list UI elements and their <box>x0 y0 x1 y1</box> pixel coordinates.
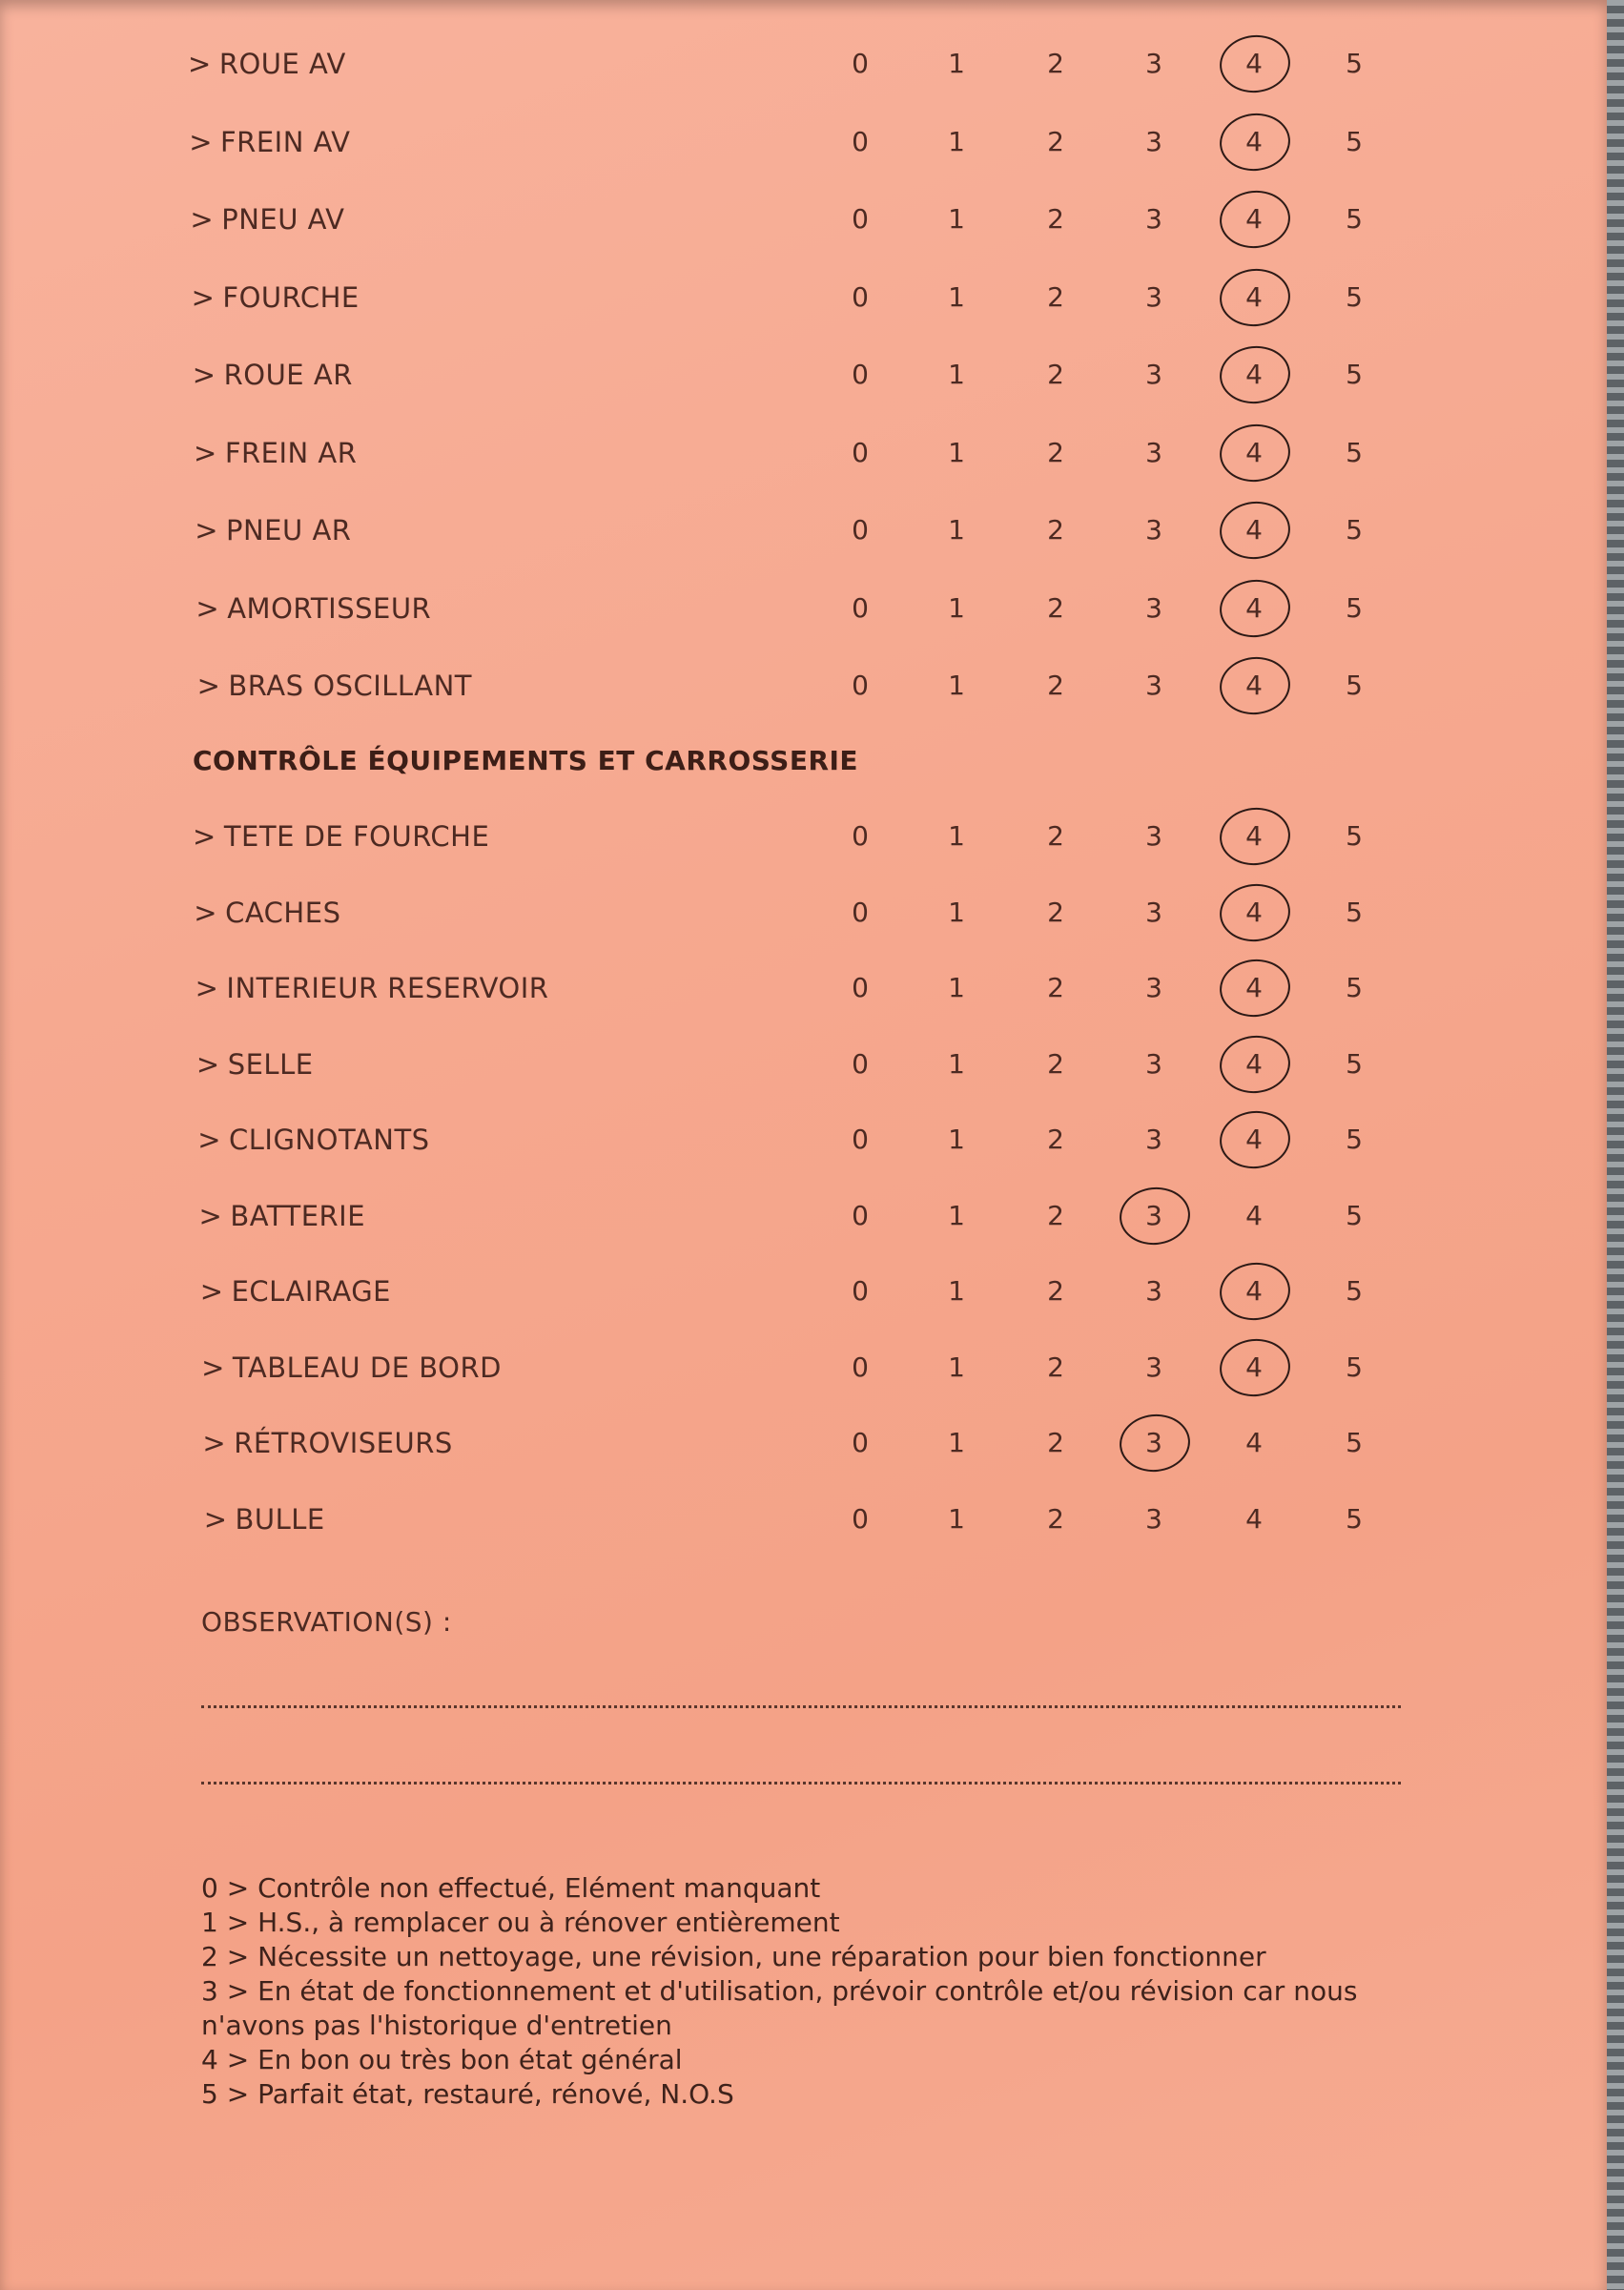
score-option[interactable]: 1 <box>948 1275 965 1307</box>
score-option[interactable]: 5 <box>1346 1124 1363 1155</box>
score-option[interactable]: 5 <box>1346 436 1363 468</box>
legend-line: 4 > En bon ou très bon état général <box>201 2044 683 2075</box>
legend-line: 5 > Parfait état, restauré, rénové, N.O.S <box>201 2078 734 2110</box>
observation-line <box>201 1705 1401 1708</box>
score-option[interactable]: 1 <box>948 1124 965 1155</box>
score-option-selected[interactable]: 4 <box>1235 1106 1273 1173</box>
score-option[interactable]: 2 <box>1047 591 1064 624</box>
item-arrow: > <box>195 1047 220 1081</box>
score-option[interactable]: 3 <box>1145 203 1162 235</box>
score-option[interactable]: 1 <box>948 514 965 546</box>
score-option[interactable]: 1 <box>948 359 965 390</box>
score-option[interactable]: 0 <box>852 1199 869 1231</box>
score-option[interactable]: 0 <box>852 1351 869 1383</box>
score-option[interactable]: 5 <box>1346 820 1363 852</box>
item-name: FREIN AV <box>220 125 351 158</box>
item-name: BATTERIE <box>230 1199 366 1232</box>
rating-row <box>0 186 1607 253</box>
score-option[interactable]: 0 <box>852 1427 869 1458</box>
score-option[interactable]: 3 <box>1145 280 1162 313</box>
item-arrow: > <box>198 1199 223 1232</box>
score-option[interactable]: 3 <box>1145 820 1162 852</box>
item-label <box>188 31 346 97</box>
score-option[interactable]: 5 <box>1346 1275 1363 1307</box>
item-name: FREIN AR <box>224 436 358 469</box>
item-arrow: > <box>189 125 213 158</box>
item-arrow: > <box>192 359 216 391</box>
score-option-selected[interactable]: 4 <box>1235 109 1273 175</box>
score-option[interactable]: 3 <box>1145 896 1162 928</box>
item-label <box>195 955 549 1021</box>
score-option[interactable]: 0 <box>852 1124 869 1155</box>
item-arrow: > <box>196 670 221 702</box>
score-option[interactable]: 0 <box>852 280 869 313</box>
score-option[interactable]: 1 <box>948 591 965 624</box>
item-name: RÉTROVISEURS <box>234 1427 453 1459</box>
item-label <box>197 652 472 719</box>
item-arrow: > <box>203 1502 228 1536</box>
score-option[interactable]: 5 <box>1346 125 1363 157</box>
score-option[interactable]: 2 <box>1047 203 1064 235</box>
item-name: BRAS OSCILLANT <box>228 670 473 702</box>
score-option[interactable]: 0 <box>852 1275 869 1307</box>
item-arrow: > <box>191 280 216 314</box>
score-option[interactable]: 1 <box>948 820 965 852</box>
score-option[interactable]: 5 <box>1346 48 1363 79</box>
score-option[interactable]: 5 <box>1346 359 1363 390</box>
observation-line <box>201 1782 1401 1785</box>
item-label <box>196 1031 314 1098</box>
item-name: AMORTISSEUR <box>227 591 432 625</box>
legend-line: n'avons pas l'historique d'entretien <box>201 2010 672 2041</box>
rating-row <box>0 1258 1607 1325</box>
item-label <box>204 1486 325 1553</box>
score-option[interactable]: 5 <box>1346 1199 1363 1231</box>
score-option[interactable]: 1 <box>948 972 965 1003</box>
score-option-selected[interactable]: 4 <box>1235 186 1273 253</box>
score-option[interactable]: 0 <box>852 972 869 1003</box>
item-label <box>193 803 489 870</box>
score-option-selected[interactable]: 4 <box>1235 652 1273 719</box>
score-option[interactable]: 1 <box>948 896 965 928</box>
score-option[interactable]: 0 <box>852 48 869 79</box>
item-label <box>193 341 353 408</box>
score-option[interactable]: 3 <box>1145 125 1162 157</box>
legend <box>201 1871 1441 2112</box>
score-option[interactable]: 5 <box>1346 280 1363 313</box>
score-option[interactable]: 2 <box>1047 972 1064 1003</box>
score-option[interactable]: 2 <box>1047 670 1064 701</box>
rating-row <box>0 1183 1607 1249</box>
score-option-selected[interactable]: 4 <box>1235 264 1273 331</box>
score-option[interactable]: 5 <box>1346 896 1363 928</box>
item-name: SELLE <box>227 1047 314 1081</box>
score-option-selected[interactable]: 4 <box>1235 955 1273 1021</box>
item-arrow: > <box>195 514 218 547</box>
score-option[interactable]: 2 <box>1047 359 1064 390</box>
rating-row <box>0 1334 1607 1401</box>
item-name: TABLEAU DE BORD <box>232 1351 502 1384</box>
score-option[interactable]: 3 <box>1145 514 1162 546</box>
score-option[interactable]: 1 <box>948 1502 965 1535</box>
score-option[interactable]: 5 <box>1346 514 1363 546</box>
item-label <box>192 264 360 331</box>
score-option[interactable]: 2 <box>1047 1124 1064 1155</box>
item-arrow: > <box>193 820 216 853</box>
score-option[interactable]: 2 <box>1047 436 1064 468</box>
score-option[interactable]: 2 <box>1047 820 1064 852</box>
score-option-selected[interactable]: 4 <box>1235 1334 1273 1401</box>
score-option[interactable]: 3 <box>1145 436 1162 468</box>
score-option[interactable]: 2 <box>1047 125 1064 157</box>
score-option[interactable]: 3 <box>1145 670 1162 701</box>
item-label <box>197 1106 429 1173</box>
score-option[interactable]: 1 <box>948 1351 965 1383</box>
score-option[interactable]: 4 <box>1245 1199 1263 1231</box>
score-option-selected[interactable]: 4 <box>1235 31 1273 97</box>
score-option[interactable]: 3 <box>1145 359 1162 390</box>
score-option[interactable]: 3 <box>1145 1047 1162 1080</box>
score-option-selected[interactable]: 4 <box>1235 879 1273 946</box>
rating-row <box>0 1106 1607 1173</box>
score-option[interactable]: 0 <box>852 1502 869 1535</box>
item-label <box>189 109 350 175</box>
item-arrow: > <box>194 436 217 469</box>
item-name: PNEU AR <box>226 514 352 547</box>
item-name: PNEU AV <box>221 203 345 236</box>
score-option[interactable]: 0 <box>852 591 869 624</box>
item-label <box>195 575 431 642</box>
score-option[interactable]: 2 <box>1047 280 1064 313</box>
score-option[interactable]: 2 <box>1047 1502 1064 1535</box>
section-title: CONTRÔLE ÉQUIPEMENTS ET CARROSSERIE <box>193 745 859 776</box>
score-option[interactable]: 0 <box>852 359 869 390</box>
score-option[interactable]: 2 <box>1047 48 1064 79</box>
score-option-selected[interactable]: 4 <box>1235 341 1273 408</box>
item-name: ROUE AR <box>223 359 353 391</box>
item-label <box>200 1258 391 1325</box>
score-option[interactable]: 0 <box>852 820 869 852</box>
score-option[interactable]: 3 <box>1145 591 1162 624</box>
item-label <box>194 420 357 486</box>
score-option[interactable]: 0 <box>852 670 869 701</box>
score-option-selected[interactable]: 4 <box>1235 575 1273 642</box>
score-option[interactable]: 2 <box>1047 896 1064 928</box>
score-option[interactable]: 5 <box>1346 1047 1363 1080</box>
score-option[interactable]: 1 <box>948 1427 965 1458</box>
item-name: INTERIEUR RESERVOIR <box>226 972 549 1004</box>
rating-row <box>0 803 1607 870</box>
observations-label: OBSERVATION(S) : <box>201 1606 452 1638</box>
legend-line: 2 > Nécessite un nettoyage, une révision, une réparation pour bien fonctionner <box>201 1941 1266 1972</box>
rating-row <box>0 497 1607 564</box>
score-option[interactable]: 5 <box>1346 1427 1363 1458</box>
item-name: ROUE AV <box>218 48 346 80</box>
score-option[interactable]: 4 <box>1245 1502 1263 1535</box>
item-name: FOURCHE <box>222 280 360 314</box>
score-option[interactable]: 5 <box>1346 670 1363 701</box>
rating-row <box>0 341 1607 408</box>
score-option-selected[interactable]: 3 <box>1135 1183 1173 1249</box>
item-label <box>199 1183 366 1249</box>
score-option-selected[interactable]: 4 <box>1235 1031 1273 1098</box>
item-label <box>194 879 340 946</box>
score-option[interactable]: 0 <box>852 203 869 235</box>
score-option[interactable]: 0 <box>852 514 869 546</box>
score-option[interactable]: 2 <box>1047 1199 1064 1231</box>
score-option[interactable]: 1 <box>948 203 965 235</box>
rating-row <box>0 955 1607 1021</box>
score-option[interactable]: 5 <box>1346 591 1363 624</box>
rating-row <box>0 420 1607 486</box>
item-label <box>190 186 344 253</box>
score-option[interactable]: 3 <box>1145 1351 1162 1383</box>
score-option[interactable]: 2 <box>1047 1275 1064 1307</box>
item-arrow: > <box>195 972 219 1004</box>
rating-row <box>0 1410 1607 1476</box>
item-arrow: > <box>190 203 215 236</box>
item-label <box>201 1334 502 1401</box>
item-arrow: > <box>194 896 218 929</box>
item-name: CACHES <box>225 896 341 929</box>
score-option[interactable]: 2 <box>1047 1047 1064 1080</box>
rating-row <box>0 31 1607 97</box>
item-arrow: > <box>195 591 220 625</box>
item-arrow: > <box>202 1427 227 1459</box>
score-option[interactable]: 1 <box>948 1199 965 1231</box>
item-label <box>195 497 351 564</box>
score-option[interactable]: 3 <box>1145 48 1162 79</box>
legend-line: 1 > H.S., à remplacer ou à rénover entièrement <box>201 1907 840 1938</box>
score-option[interactable]: 0 <box>852 896 869 928</box>
score-option[interactable]: 1 <box>948 125 965 157</box>
score-option-selected[interactable]: 4 <box>1235 1258 1273 1325</box>
rating-row <box>0 879 1607 946</box>
score-option[interactable]: 2 <box>1047 1351 1064 1383</box>
score-option[interactable]: 1 <box>948 1047 965 1080</box>
score-option[interactable]: 3 <box>1145 972 1162 1003</box>
item-label <box>202 1410 452 1476</box>
score-option[interactable]: 1 <box>948 280 965 313</box>
score-option[interactable]: 5 <box>1346 203 1363 235</box>
sleeve-edge <box>1607 0 1624 2290</box>
item-name: TETE DE FOURCHE <box>223 820 490 853</box>
rating-row <box>0 575 1607 642</box>
score-option[interactable]: 2 <box>1047 1427 1064 1458</box>
rating-row <box>0 1486 1607 1553</box>
legend-line: 3 > En état de fonctionnement et d'utilisation, prévoir contrôle et/ou révision car nous <box>201 1975 1358 2007</box>
score-option[interactable]: 3 <box>1145 1502 1162 1535</box>
score-option-selected[interactable]: 3 <box>1135 1410 1173 1476</box>
legend-line: 0 > Contrôle non effectué, Elément manquant <box>201 1872 821 1904</box>
item-name: CLIGNOTANTS <box>229 1124 430 1156</box>
score-option-selected[interactable]: 4 <box>1235 803 1273 870</box>
item-arrow: > <box>197 1124 221 1156</box>
score-option-selected[interactable]: 4 <box>1235 497 1273 564</box>
item-name: BULLE <box>235 1502 325 1536</box>
score-option[interactable]: 2 <box>1047 514 1064 546</box>
score-option[interactable]: 3 <box>1145 1124 1162 1155</box>
score-option[interactable]: 5 <box>1346 1351 1363 1383</box>
rating-row <box>0 109 1607 175</box>
score-option[interactable]: 5 <box>1346 1502 1363 1535</box>
item-name: ECLAIRAGE <box>231 1275 391 1308</box>
score-option[interactable]: 3 <box>1145 1275 1162 1307</box>
score-option-selected[interactable]: 4 <box>1235 420 1273 486</box>
score-option[interactable]: 1 <box>948 48 965 79</box>
rating-row <box>0 1031 1607 1098</box>
item-arrow: > <box>201 1351 225 1384</box>
item-arrow: > <box>188 48 212 80</box>
score-option[interactable]: 4 <box>1245 1427 1263 1458</box>
rating-row <box>0 264 1607 331</box>
rating-row <box>0 652 1607 719</box>
item-arrow: > <box>199 1275 224 1308</box>
score-option[interactable]: 5 <box>1346 972 1363 1003</box>
score-option[interactable]: 1 <box>948 670 965 701</box>
score-option[interactable]: 1 <box>948 436 965 468</box>
score-option[interactable]: 0 <box>852 1047 869 1080</box>
score-option[interactable]: 0 <box>852 436 869 468</box>
score-option[interactable]: 0 <box>852 125 869 157</box>
